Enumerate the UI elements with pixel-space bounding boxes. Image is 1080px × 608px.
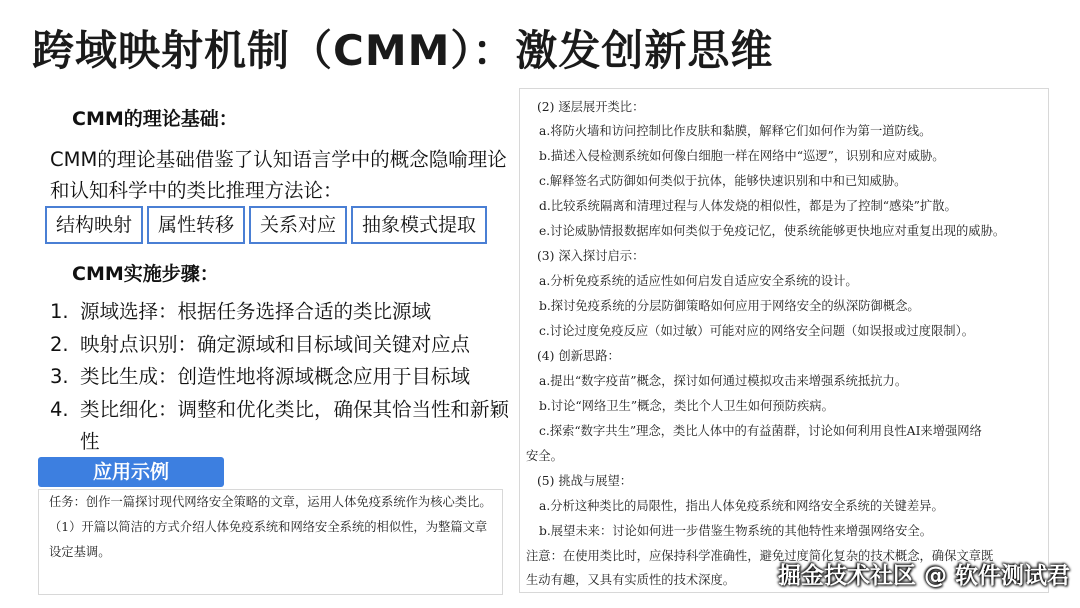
step-item: [50, 394, 520, 459]
watermark: 掘金技术社区 @ 软件测试君: [777, 563, 1070, 589]
example-step-text: （1）开篇以简洁的方式介绍人体免疫系统和网络安全系统的相似性，为整篇文章设定基调。: [49, 520, 488, 559]
analogy-panel: [519, 88, 1049, 593]
panel-line: a.将防火墙和访问控制比作皮肤和黏膜，解释它们如何作为第一道防线。: [539, 124, 932, 138]
step-item: [50, 361, 520, 394]
steps-heading: CMM实施步骤：: [72, 263, 219, 285]
step-number: 2.: [50, 332, 69, 356]
tag-attribute-transfer: 属性转移: [147, 206, 245, 244]
panel-line: 安全。: [526, 449, 563, 463]
step-number: 1.: [50, 300, 69, 323]
theory-paragraph: CMM的理论基础借鉴了认知语言学中的概念隐喻理论和认知科学中的类比推理方法论：: [50, 148, 507, 202]
panel-line: b.展望未来：讨论如何进一步借鉴生物系统的其他特性来增强网络安全。: [539, 524, 932, 538]
tag-abstract-pattern-extraction: 抽象模式提取: [351, 206, 487, 244]
step-text: 映射点识别：确定源域和目标域间关键对应点: [80, 332, 471, 356]
panel-line: 生动有趣，又具有实质性的技术深度。: [526, 573, 736, 587]
theory-tags: [45, 206, 491, 244]
panel-line: (4) 创新思路：: [537, 349, 620, 363]
panel-line: a.分析免疫系统的适应性如何启发自适应安全系统的设计。: [539, 274, 858, 288]
example-banner: 应用示例: [38, 457, 224, 487]
tag-relation-correspondence: 关系对应: [249, 206, 347, 244]
step-number: 3.: [50, 365, 69, 388]
panel-line: c.讨论过度免疫反应（如过敏）可能对应的网络安全问题（如误报或过度限制）。: [539, 324, 975, 338]
example-task-text: 任务：创作一篇探讨现代网络安全策略的文章，运用人体免疫系统作为核心类比。: [49, 495, 492, 509]
slide-title: 跨域映射机制（CMM）：激发创新思维: [32, 26, 774, 75]
step-number: 4.: [50, 397, 69, 421]
panel-line: c.解释签名式防御如何类似于抗体，能够快速识别和中和已知威胁。: [539, 174, 907, 188]
step-item: [50, 329, 520, 362]
step-text: 源域选择：根据任务选择合适的类比源域: [80, 300, 432, 323]
panel-line: a.分析这种类比的局限性，指出人体免疫系统和网络安全系统的关键差异。: [539, 499, 944, 513]
step-item: [50, 296, 520, 329]
panel-line: a.提出“数字疫苗”概念，探讨如何通过模拟攻击来增强系统抵抗力。: [539, 374, 908, 388]
panel-line: b.描述入侵检测系统如何像白细胞一样在网络中“巡逻”，识别和应对威胁。: [539, 149, 945, 163]
panel-line: c.探索“数字共生”理念，类比人体中的有益菌群，讨论如何利用良性AI来增强网络: [539, 424, 982, 438]
panel-line: (5) 挑战与展望：: [537, 474, 633, 488]
step-text: 类比生成：创造性地将源域概念应用于目标域: [80, 365, 471, 388]
panel-line: b.讨论“网络卫生”概念，类比个人卫生如何预防疾病。: [539, 399, 834, 413]
panel-line: e.讨论威胁情报数据库如何类似于免疫记忆，使系统能够更快地应对重复出现的威胁。: [539, 224, 1006, 238]
panel-line: 注意：在使用类比时，应保持科学准确性，避免过度简化复杂的技术概念，确保文章既: [526, 549, 994, 563]
panel-line: (2) 逐层展开类比：: [537, 100, 645, 114]
steps-list: [50, 296, 520, 459]
example-box: [38, 489, 503, 595]
step-text: 类比细化：调整和优化类比，确保其恰当性和新颖性: [80, 397, 510, 453]
panel-line: d.比较系统隔离和清理过程与人体发烧的相似性，都是为了控制“感染”扩散。: [539, 199, 957, 213]
theory-heading: CMM的理论基础：: [72, 108, 238, 130]
tag-structure-mapping: 结构映射: [45, 206, 143, 244]
panel-line: (3) 深入探讨启示：: [537, 249, 645, 263]
panel-line: b.探讨免疫系统的分层防御策略如何应用于网络安全的纵深防御概念。: [539, 299, 920, 313]
